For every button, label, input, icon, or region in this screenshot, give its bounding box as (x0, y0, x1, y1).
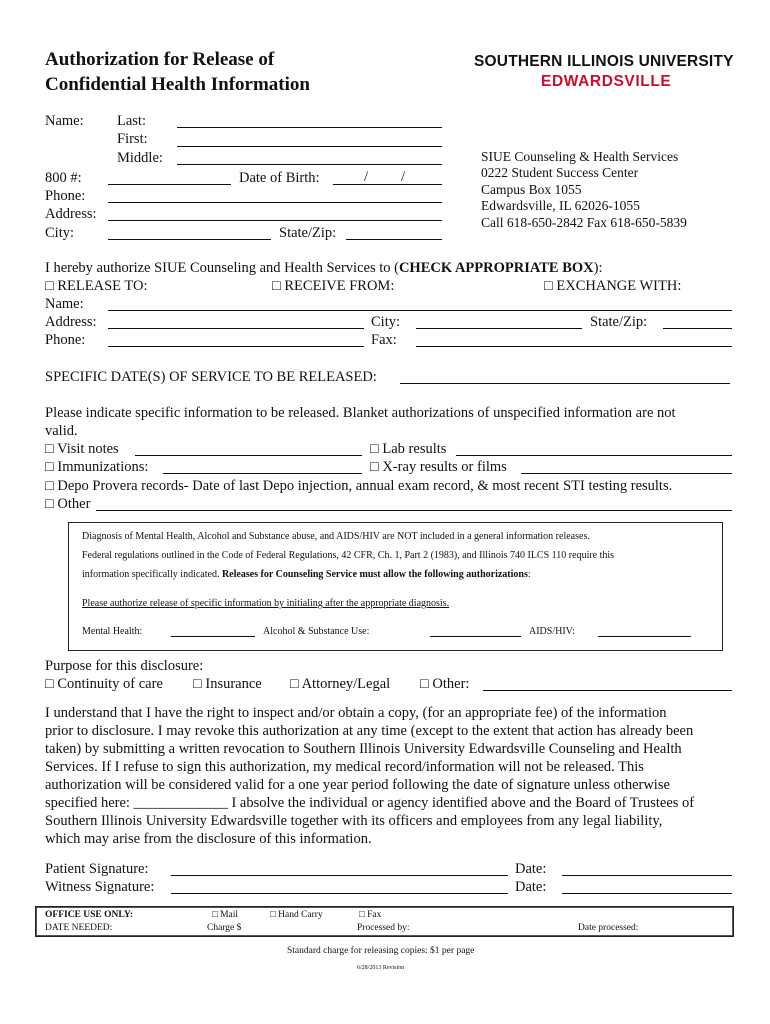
date-processed-label: Date processed: (578, 923, 639, 933)
purpose-other-field[interactable] (483, 690, 732, 691)
statement-line8: which may arise from the disclosure of this information. (45, 831, 372, 847)
patient-date-field[interactable] (562, 875, 732, 876)
middle-name-field[interactable] (177, 164, 442, 165)
witness-signature-field[interactable] (171, 893, 508, 894)
xray-checkbox[interactable]: □ X-ray results or films (370, 459, 507, 475)
recipient-phone-field[interactable] (108, 346, 364, 347)
recipient-statezip-label: State/Zip: (590, 314, 648, 330)
immunizations-field[interactable] (163, 473, 362, 474)
recipient-address-label: Address: (45, 314, 97, 330)
receive-from-checkbox[interactable]: □ RECEIVE FROM: (272, 278, 395, 294)
last-label: Last: (117, 113, 146, 129)
immunizations-checkbox[interactable]: □ Immunizations: (45, 459, 149, 475)
info-intro-line2: valid. (45, 423, 78, 439)
aids-label: AIDS/HIV: (529, 626, 575, 637)
statement-line1: I understand that I have the right to inspect and/or obtain a copy, (for an appropriate fee) of the information (45, 705, 667, 721)
witness-date-field[interactable] (562, 893, 732, 894)
clinic-box: Campus Box 1055 (481, 182, 582, 197)
xray-field[interactable] (521, 473, 732, 474)
recipient-city-field[interactable] (416, 328, 582, 329)
logo-line2: EDWARDSVILLE (541, 73, 672, 90)
depo-checkbox[interactable]: □ Depo Provera records- Date of last Depo injection, annual exam record, & most recent STI testing results. (45, 478, 673, 494)
witness-signature-label: Witness Signature: (45, 879, 155, 895)
insurance-checkbox[interactable]: □ Insurance (193, 676, 262, 692)
first-name-field[interactable] (177, 146, 442, 147)
recipient-name-field[interactable] (108, 310, 732, 311)
middle-label: Middle: (117, 150, 163, 166)
recipient-phone-label: Phone: (45, 332, 86, 348)
patient-date-label: Date: (515, 861, 547, 877)
lab-results-checkbox[interactable]: □ Lab results (370, 441, 447, 457)
release-to-checkbox[interactable]: □ RELEASE TO: (45, 278, 148, 294)
charge-note: Standard charge for releasing copies: $1 per page (287, 946, 475, 956)
statement-line4: Services. If I refuse to sign this authorization, my medical record/information will not be released. This (45, 759, 644, 775)
statement-line2: prior to disclosure. I may revoke this authorization at any time (except to the extent that action has already been (45, 723, 694, 739)
service-dates-label: SPECIFIC DATE(S) OF SERVICE TO BE RELEASED: (45, 369, 377, 385)
statezip-field[interactable] (346, 239, 442, 240)
authorize-intro: I hereby authorize SIUE Counseling and Health Services to (CHECK APPROPRIATE BOX): (45, 260, 603, 276)
dob-slash-2: / (401, 169, 406, 185)
visit-notes-checkbox[interactable]: □ Visit notes (45, 441, 119, 457)
mental-health-initial-field[interactable] (171, 636, 255, 637)
statement-line7: Southern Illinois University Edwardsville together with its officers and employees from any legal liability, (45, 813, 663, 829)
fax-checkbox[interactable]: □ Fax (359, 910, 382, 920)
dob-slash-1: / (364, 169, 369, 185)
recipient-statezip-field[interactable] (663, 328, 732, 329)
witness-date-label: Date: (515, 879, 547, 895)
recipient-fax-label: Fax: (371, 332, 397, 348)
clinic-phone: Call 618-650-2842 Fax 618-650-5839 (481, 215, 687, 230)
charge-label: Charge $ (207, 923, 242, 933)
phone-label: Phone: (45, 188, 86, 204)
patient-signature-field[interactable] (171, 875, 508, 876)
first-label: First: (117, 131, 148, 147)
purpose-other-checkbox[interactable]: □ Other: (420, 676, 470, 692)
revision-note: 6/28/2013 Revision (357, 965, 405, 971)
recipient-name-label: Name: (45, 296, 84, 312)
info-intro-line1: Please indicate specific information to be released. Blanket authorizations of unspecified information are not (45, 405, 676, 421)
hand-carry-checkbox[interactable]: □ Hand Carry (270, 910, 323, 920)
mental-health-label: Mental Health: (82, 626, 143, 637)
attorney-checkbox[interactable]: □ Attorney/Legal (290, 676, 391, 692)
special-note-line2: Federal regulations outlined in the Code of Federal Regulations, 42 CFR, Ch. 1, Part 2 (1983), and Illinois 740 ILCS 110 require this (82, 550, 615, 561)
statement-line5: authorization will be considered valid for a one year period following the date of signature unless otherwise (45, 777, 670, 793)
phone-field[interactable] (108, 202, 442, 203)
office-use-title: OFFICE USE ONLY: (45, 910, 133, 920)
special-note-line3: information specifically indicated. Releases for Counseling Service must allow the following authorizations: (82, 569, 531, 580)
city-field[interactable] (108, 239, 271, 240)
form-title-line2: Confidential Health Information (45, 74, 310, 95)
purpose-label: Purpose for this disclosure: (45, 658, 204, 674)
clinic-city: Edwardsville, IL 62026-1055 (481, 198, 640, 213)
logo-line1: SOUTHERN ILLINOIS UNIVERSITY (474, 53, 734, 70)
recipient-address-field[interactable] (108, 328, 364, 329)
clinic-street: 0222 Student Success Center (481, 165, 639, 180)
id-label: 800 #: (45, 170, 82, 186)
date-needed-label: DATE NEEDED: (45, 923, 113, 933)
address-field[interactable] (108, 220, 442, 221)
special-note-line1: Diagnosis of Mental Health, Alcohol and Substance abuse, and AIDS/HIV are NOT included in a general information releases. (82, 531, 590, 542)
lab-results-field[interactable] (456, 455, 732, 456)
continuity-checkbox[interactable]: □ Continuity of care (45, 676, 163, 692)
alcohol-label: Alcohol & Substance Use: (263, 626, 370, 637)
dob-field[interactable] (333, 184, 442, 185)
alcohol-initial-field[interactable] (430, 636, 521, 637)
exchange-with-checkbox[interactable]: □ EXCHANGE WITH: (544, 278, 682, 294)
special-instruction: Please authorize release of specific information by initialing after the appropriate diagnosis. (82, 598, 450, 609)
statezip-label: State/Zip: (279, 225, 337, 241)
service-dates-field[interactable] (400, 383, 730, 384)
clinic-name: SIUE Counseling & Health Services (481, 149, 679, 164)
id-field[interactable] (108, 184, 231, 185)
visit-notes-field[interactable] (135, 455, 362, 456)
other-info-field[interactable] (96, 510, 732, 511)
last-name-field[interactable] (177, 127, 442, 128)
city-label: City: (45, 225, 75, 241)
recipient-fax-field[interactable] (416, 346, 732, 347)
dob-label: Date of Birth: (239, 170, 320, 186)
name-label: Name: (45, 113, 84, 129)
address-label: Address: (45, 206, 97, 222)
aids-initial-field[interactable] (598, 636, 691, 637)
patient-signature-label: Patient Signature: (45, 861, 149, 877)
recipient-city-label: City: (371, 314, 401, 330)
form-title-line1: Authorization for Release of (45, 49, 275, 70)
statement-line3: taken) by submitting a written revocation to Southern Illinois University Edwardsville Counseling and Health (45, 741, 682, 757)
statement-line6: specified here: _____________ I absolve the individual or agency identified above and the Board of Trustees of (45, 795, 695, 811)
mail-checkbox[interactable]: □ Mail (212, 910, 239, 920)
other-info-checkbox[interactable]: □ Other (45, 496, 91, 512)
processed-by-label: Processed by: (357, 923, 410, 933)
